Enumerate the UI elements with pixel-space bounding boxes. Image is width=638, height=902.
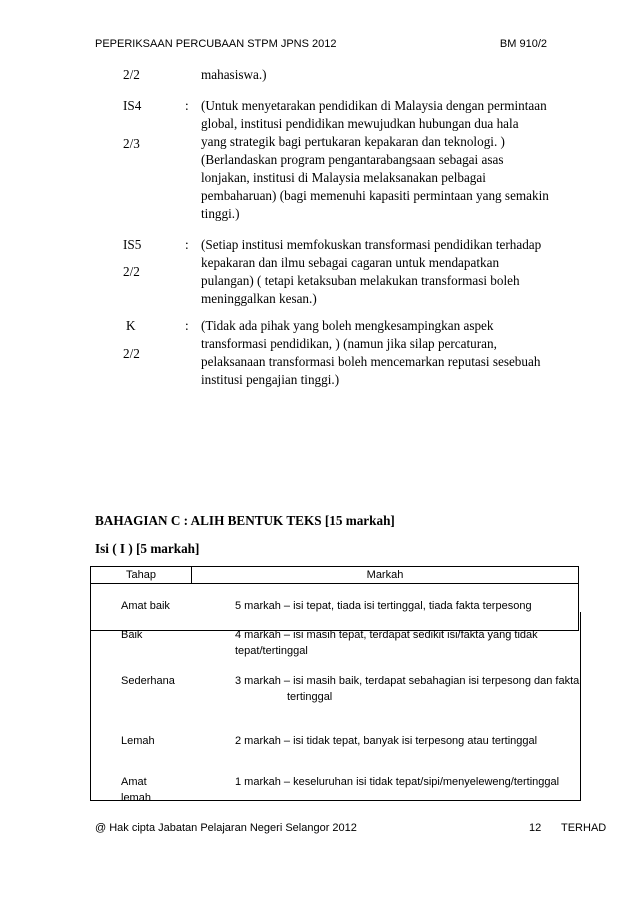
item-line: meninggalkan kesan.): [201, 291, 317, 306]
table-cell-description: 3 markah – isi masih baik, terdapat sebahagian isi terpesong dan fakta: [235, 675, 580, 687]
item-text: [201, 317, 561, 389]
table-row: [91, 718, 580, 762]
footer-page-number: 12: [529, 822, 542, 834]
table-cell-level: Amat baik: [121, 600, 170, 612]
item-line: pelaksanaan transformasi boleh mencemarkan reputasi sesebuah: [201, 354, 541, 369]
table-cell-level: Baik: [121, 629, 143, 641]
item-line: (Berlandaskan program pengantarabangsaan sebagai asas: [201, 152, 504, 167]
table-row: [91, 762, 580, 804]
page-header: [95, 38, 547, 50]
marking-table-body: [90, 612, 581, 804]
item-mark: 2/2: [123, 67, 140, 82]
item-colon: :: [185, 237, 189, 252]
item-code: IS4: [123, 98, 142, 113]
header-paper-code: BM 910/2: [499, 38, 547, 50]
item-text: [201, 66, 561, 84]
item-line: institusi pengajian tinggi.): [201, 372, 340, 387]
item-mark: 2/3: [123, 136, 140, 151]
item-text: [201, 97, 561, 223]
item-line: tinggi.): [201, 206, 240, 221]
item-line: mahasiswa.): [201, 67, 267, 82]
item-text: [201, 236, 561, 308]
table-cell-level-cont: lemah: [121, 792, 151, 804]
footer-copyright: @ Hak cipta Jabatan Pelajaran Negeri Selangor 2012: [95, 822, 357, 834]
table-cell-description: 5 markah – isi tepat, tiada isi tertinggal, tiada fakta terpesong: [235, 600, 532, 612]
footer-classification: TERHAD: [561, 822, 607, 834]
item-mark: 2/2: [123, 346, 140, 361]
item-code: K: [126, 318, 136, 333]
section-title: BAHAGIAN C : ALIH BENTUK TEKS [15 markah]: [95, 513, 395, 528]
item-line: pembaharuan) (bagi memenuhi kapasiti permintaan yang semakin: [201, 188, 549, 203]
table-row: [91, 612, 580, 660]
table-header-tahap: Tahap: [91, 567, 192, 584]
item-colon: :: [185, 98, 189, 113]
item-line: lonjakan, institusi di Malaysia melaksanakan pelbagai: [201, 170, 486, 185]
table-cell-description-cont: tepat/tertinggal: [235, 645, 308, 657]
table-header-markah: Markah: [192, 567, 579, 584]
table-cell-description: 1 markah – keseluruhan isi tidak tepat/sipi/menyeleweng/tertinggal: [235, 776, 560, 788]
item-line: yang strategik bagi pertukaran kepakaran dan teknologi. ): [201, 134, 505, 149]
table-cell-level: Sederhana: [121, 675, 175, 687]
item-colon: :: [185, 318, 189, 333]
item-mark: 2/2: [123, 264, 140, 279]
table-header-row: [91, 567, 579, 584]
item-line: pulangan) ( tetapi ketaksuban melakukan transformasi boleh: [201, 273, 520, 288]
item-code: IS5: [123, 237, 142, 252]
section-subtitle: Isi ( I ) [5 markah]: [95, 541, 200, 556]
item-line: (Tidak ada pihak yang boleh mengkesampingkan aspek: [201, 318, 494, 333]
item-line: transformasi pendidikan, ) (namun jika silap percaturan,: [201, 336, 497, 351]
item-line: (Setiap institusi memfokuskan transformasi pendidikan terhadap: [201, 237, 542, 252]
table-cell-level: Amat: [121, 776, 147, 788]
page-footer: [95, 822, 607, 834]
table-cell-level: Lemah: [121, 735, 155, 747]
item-line: (Untuk menyetarakan pendidikan di Malaysia dengan permintaan: [201, 98, 547, 113]
table-row: [91, 660, 580, 718]
table-cell-description-cont: tertinggal: [287, 691, 333, 703]
table-cell-description: 2 markah – isi tidak tepat, banyak isi terpesong atau tertinggal: [235, 735, 538, 747]
header-exam-title: PEPERIKSAAN PERCUBAAN STPM JPNS 2012: [95, 38, 337, 50]
item-line: global, institusi pendidikan mewujudkan hubungan dua hala: [201, 116, 519, 131]
table-cell-description: 4 markah – isi masih tepat, terdapat sedikit isi/fakta yang tidak: [235, 629, 538, 641]
item-line: kepakaran dan ilmu sebagai cagaran untuk mendapatkan: [201, 255, 500, 270]
